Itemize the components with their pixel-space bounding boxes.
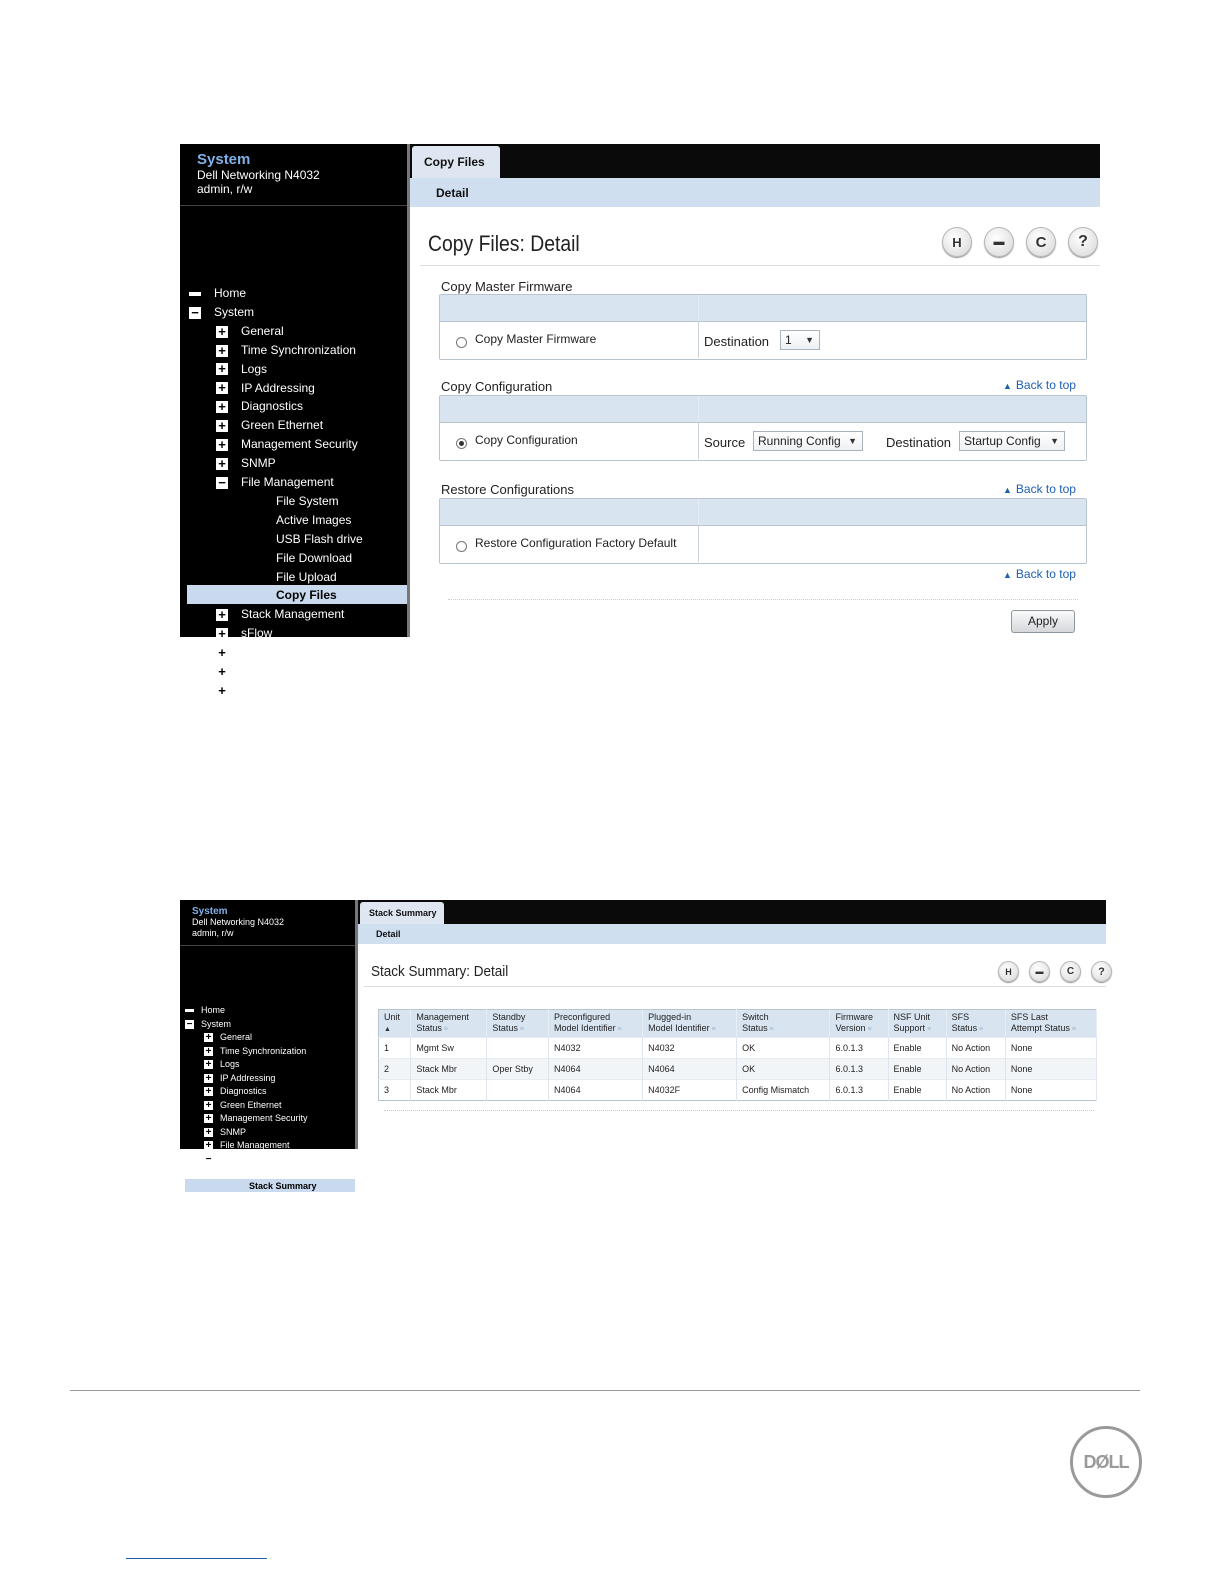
title-divider	[420, 265, 1100, 266]
dell-logo: DØLL	[1070, 1426, 1142, 1498]
sidebar-item-label: Management Security	[241, 437, 358, 452]
sidebar-item-sflow[interactable]	[216, 624, 272, 643]
toolbar	[942, 227, 1098, 257]
table-header-row	[379, 1010, 1097, 1038]
section-title-config: Copy Configuration	[441, 379, 553, 394]
sidebar-item-iscsi[interactable]	[216, 681, 272, 700]
config-destination-label: Destination	[886, 435, 952, 450]
main-panel	[410, 144, 1100, 637]
sidebar-item-label: Stack Summary	[249, 1180, 317, 1191]
plus-box-icon[interactable]: +	[205, 1140, 212, 1152]
table-cell	[487, 1080, 549, 1101]
sidebar-item-green-ethernet[interactable]	[216, 416, 323, 435]
sidebar-item-ip-addressing[interactable]	[204, 1072, 275, 1086]
copy-files-screenshot	[180, 144, 1100, 698]
table-cell: Mgmt Sw	[411, 1038, 487, 1059]
minus-box-icon[interactable]: −	[189, 307, 201, 319]
table-cell: Oper Stby	[487, 1059, 549, 1080]
sidebar-item-label: General	[241, 323, 284, 338]
page-title: Copy Files: Detail	[428, 231, 580, 256]
sidebar-item-label: Logs	[220, 1059, 240, 1069]
sidebar-item-file-download[interactable]	[243, 549, 352, 568]
restore-default-radio[interactable]	[456, 541, 467, 552]
sidebar-item-snmp[interactable]	[216, 454, 276, 473]
stack-summary-table	[378, 1009, 1097, 1101]
help-icon[interactable]: ?	[1068, 227, 1098, 257]
help-icon[interactable]: ?	[1091, 961, 1112, 982]
sidebar-item-label: Green Ethernet	[220, 1099, 282, 1110]
sidebar-item-label: Home	[214, 286, 247, 300]
sidebar-item-label: File Management	[241, 475, 334, 489]
sidebar-item-system[interactable]	[189, 303, 254, 322]
back-to-top-link-3[interactable]: ▲ Back to top	[1003, 567, 1076, 581]
sidebar-header	[180, 144, 407, 206]
plus-box-icon[interactable]: +	[216, 401, 228, 413]
sidebar-item-label: Time Synchronization	[220, 1045, 307, 1056]
plus-box-icon[interactable]: +	[205, 1086, 212, 1098]
plus-box-icon[interactable]: +	[216, 458, 228, 470]
sidebar-item-label: File Management	[220, 1140, 290, 1150]
sidebar-item-file-management[interactable]	[204, 1139, 290, 1153]
column-header-sfs-last[interactable]: SFS Last Attempt Status ≡	[1005, 1010, 1096, 1038]
column-header-nsf-unit[interactable]: NSF Unit Support ≡	[888, 1010, 946, 1038]
sort-icon: ≡	[925, 1026, 932, 1033]
footer-link-underline[interactable]	[126, 1558, 267, 1559]
table-row[interactable]	[379, 1038, 1097, 1059]
sidebar-item-usb-flash-drive[interactable]	[243, 530, 363, 549]
sidebar-item-label: Stack Management	[220, 1153, 298, 1164]
sidebar-item-label: sFlow	[241, 626, 273, 641]
table-cell: 6.0.1.3	[830, 1038, 888, 1059]
table-cell: 2	[379, 1059, 411, 1080]
plus-box-icon[interactable]: +	[216, 345, 228, 357]
table-cell: OK	[737, 1059, 830, 1080]
plus-box-icon[interactable]: +	[216, 439, 228, 451]
sidebar-item-general[interactable]	[204, 1031, 252, 1045]
sidebar-item-label: IP Addressing	[220, 1072, 276, 1083]
tab-stack-summary-label: Stack Summary	[369, 908, 437, 918]
table-cell: No Action	[946, 1059, 1005, 1080]
column-header-switch[interactable]: Switch Status ≡	[737, 1010, 830, 1038]
sidebar-item-label: Logs	[241, 361, 268, 376]
chevron-down-icon: ▼	[848, 436, 857, 446]
print-icon[interactable]: ▬	[1029, 961, 1050, 982]
sidebar-item-diagnostics[interactable]	[216, 397, 303, 416]
plus-box-icon[interactable]: +	[205, 1059, 212, 1071]
copy-configuration-panel	[439, 395, 1087, 461]
subtab-bar	[410, 178, 1100, 207]
plus-box-icon[interactable]: +	[216, 326, 228, 338]
sidebar-item-management-security[interactable]	[204, 1112, 308, 1126]
sidebar-item-label: Time Synchronization	[241, 342, 356, 357]
table-cell: Config Mismatch	[737, 1080, 830, 1101]
stack-summary-screenshot	[180, 900, 1106, 1191]
plus-box-icon[interactable]: +	[205, 1099, 212, 1111]
sidebar-item-logs[interactable]	[216, 360, 267, 379]
minus-box-icon[interactable]: −	[216, 477, 228, 489]
sidebar-item-system[interactable]	[185, 1018, 231, 1032]
source-label: Source	[704, 435, 746, 450]
toolbar	[998, 961, 1112, 982]
chevron-down-icon: ▼	[805, 335, 814, 345]
table-cell: No Action	[946, 1080, 1005, 1101]
tab-copy-files-label: Copy Files	[424, 155, 485, 169]
sidebar-title: System	[197, 151, 251, 168]
refresh-icon[interactable]: C	[1026, 227, 1056, 257]
main-panel	[358, 900, 1106, 1149]
sidebar-item-stack-management[interactable]	[216, 605, 344, 624]
sort-icon: ≡	[517, 1026, 524, 1033]
copy-configuration-radio[interactable]	[456, 438, 467, 449]
sidebar-item-label: Green Ethernet	[241, 418, 324, 433]
plus-box-icon[interactable]: +	[216, 628, 228, 640]
navigation-tree	[180, 206, 407, 698]
sidebar-item-unit-configuration[interactable]	[223, 1166, 321, 1180]
column-header-standby[interactable]: Standby Status ≡	[487, 1010, 549, 1038]
sidebar-item-label: General	[220, 1032, 253, 1042]
table-cell: Enable	[888, 1080, 946, 1101]
footer-divider	[448, 599, 1078, 600]
sidebar-item-label: Home	[201, 1005, 226, 1015]
sidebar-item-label: Email Alerts	[241, 645, 305, 660]
sidebar-item-management-security[interactable]	[216, 435, 358, 454]
navigation-tree	[180, 946, 355, 1191]
sidebar-item-file-upload[interactable]	[243, 568, 337, 587]
copy-configuration-label: Copy Configuration	[475, 433, 578, 447]
master-firmware-radio[interactable]	[456, 337, 467, 348]
sidebar-item-green-ethernet[interactable]	[204, 1099, 282, 1113]
table-cell: N4064	[549, 1059, 643, 1080]
sidebar-item-file-management[interactable]	[216, 473, 334, 492]
print-icon[interactable]: ▬	[984, 227, 1014, 257]
table-cell: No Action	[946, 1038, 1005, 1059]
column-header-unit[interactable]: Unit ▲	[379, 1010, 411, 1038]
sidebar-item-ip-addressing[interactable]	[216, 379, 315, 398]
plus-box-icon[interactable]: +	[216, 685, 228, 697]
table-cell: Stack Mbr	[411, 1080, 487, 1101]
restore-configuration-panel	[439, 498, 1087, 564]
sort-icon: ≡	[1069, 1026, 1076, 1033]
sidebar-item-label: SNMP	[220, 1126, 247, 1137]
minus-box-icon[interactable]: −	[186, 1018, 193, 1030]
sidebar-header	[180, 900, 355, 946]
sidebar-item-time-synchronization[interactable]	[216, 341, 356, 360]
triangle-up-icon: ▲	[1003, 485, 1012, 495]
table-cell: Enable	[888, 1059, 946, 1080]
sort-icon: ≡	[767, 1026, 774, 1033]
plus-box-icon[interactable]: +	[205, 1032, 212, 1044]
sidebar-item-time-synchronization[interactable]	[204, 1045, 306, 1059]
back-to-top-link-1[interactable]: ▲ Back to top	[1003, 378, 1076, 392]
sidebar-item-label: Management Security	[220, 1113, 308, 1123]
table-row[interactable]	[379, 1080, 1097, 1101]
sidebar-item-label: System	[201, 1018, 232, 1029]
sidebar-item-label: File Upload	[276, 569, 337, 584]
master-firmware-label: Copy Master Firmware	[475, 332, 597, 346]
sidebar-item-file-system[interactable]	[243, 492, 339, 511]
sidebar-item-label: Stack Management	[241, 607, 345, 622]
table-cell: 6.0.1.3	[830, 1059, 888, 1080]
table-cell: None	[1005, 1038, 1096, 1059]
tab-bar	[410, 144, 1100, 178]
sort-icon: ≡	[709, 1026, 716, 1033]
collapse-bar-icon[interactable]	[189, 292, 201, 296]
sidebar-item-label: iSCSI	[241, 682, 272, 697]
config-destination-select[interactable]: Startup Config ▼	[959, 431, 1065, 451]
sidebar-item-general[interactable]	[216, 322, 284, 341]
table-cell: OK	[737, 1038, 830, 1059]
column-header-plugged-in[interactable]: Plugged-in Model Identifier ≡	[643, 1010, 737, 1038]
table-cell: 3	[379, 1080, 411, 1101]
chevron-down-icon: ▼	[1050, 436, 1059, 446]
tab-copy-files[interactable]	[412, 146, 500, 178]
plus-box-icon[interactable]: +	[216, 647, 228, 659]
column-header-sfs[interactable]: SFS Status ≡	[946, 1010, 1005, 1038]
footer-divider	[384, 1110, 1094, 1111]
master-destination-label: Destination	[704, 334, 770, 349]
table-cell: None	[1005, 1059, 1096, 1080]
table-cell: Stack Mbr	[411, 1059, 487, 1080]
column-header-preconfigured[interactable]: Preconfigured Model Identifier ≡	[549, 1010, 643, 1038]
back-to-top-link-2[interactable]: ▲ Back to top	[1003, 482, 1076, 496]
sidebar-item-label: Active Images	[276, 512, 352, 527]
sidebar-item-label: File Download	[276, 550, 353, 565]
sort-icon: ≡	[977, 1026, 984, 1033]
table-cell: None	[1005, 1080, 1096, 1101]
table-cell: N4032	[643, 1038, 737, 1059]
plus-box-icon[interactable]: +	[216, 420, 228, 432]
subtab-detail[interactable]: Detail	[376, 929, 401, 939]
title-divider	[364, 986, 1106, 987]
sidebar-item-label: ISDP	[241, 664, 270, 678]
plus-box-icon[interactable]: +	[216, 609, 228, 621]
plus-box-icon[interactable]: +	[205, 1045, 212, 1057]
table-row[interactable]	[379, 1059, 1097, 1080]
sort-icon: ≡	[441, 1026, 448, 1033]
sidebar-item-copy-files[interactable]	[243, 586, 337, 605]
tab-bar	[358, 900, 1106, 924]
page-title: Stack Summary: Detail	[371, 963, 509, 980]
sidebar-item-label: File System	[276, 493, 339, 508]
triangle-up-icon: ▲	[1003, 570, 1012, 580]
save-icon[interactable]: H	[998, 961, 1019, 982]
tab-stack-summary[interactable]	[360, 902, 444, 924]
apply-button[interactable]: Apply	[1011, 610, 1075, 633]
master-destination-select[interactable]: 1 ▼	[780, 330, 820, 350]
plus-box-icon[interactable]: +	[216, 666, 228, 678]
sidebar-item-home[interactable]	[185, 1004, 225, 1018]
minus-box-icon[interactable]: −	[205, 1153, 212, 1165]
sidebar-item-label: Unit Configuration	[249, 1167, 322, 1177]
refresh-icon[interactable]: C	[1060, 961, 1081, 982]
device-name: Dell Networking N4032	[197, 168, 320, 182]
plus-box-icon[interactable]: +	[216, 382, 228, 394]
source-select[interactable]: Running Config ▼	[753, 431, 863, 451]
subtab-bar	[358, 924, 1106, 944]
sort-icon: ≡	[615, 1026, 622, 1033]
triangle-up-icon: ▲	[1003, 381, 1012, 391]
table-cell: 1	[379, 1038, 411, 1059]
master-firmware-panel	[439, 294, 1087, 360]
table-cell: N4064	[643, 1059, 737, 1080]
table-cell: N4064	[549, 1080, 643, 1101]
table-cell: N4032	[549, 1038, 643, 1059]
section-title-master: Copy Master Firmware	[441, 279, 573, 294]
navigation-sidebar	[180, 900, 358, 1191]
sidebar-item-label: Diagnostics	[241, 399, 304, 414]
sidebar-item-label: SNMP	[241, 456, 276, 471]
plus-box-icon[interactable]: +	[205, 1126, 212, 1138]
save-icon[interactable]: H	[942, 227, 972, 257]
collapse-bar-icon[interactable]	[185, 1009, 194, 1012]
sidebar-item-snmp[interactable]	[204, 1126, 246, 1140]
table-cell: Enable	[888, 1038, 946, 1059]
sidebar-item-home[interactable]	[189, 284, 246, 303]
sidebar-item-label: Copy Files	[276, 588, 337, 603]
plus-box-icon[interactable]: +	[205, 1113, 212, 1125]
sidebar-item-label: System	[214, 304, 255, 319]
user-role: admin, r/w	[192, 928, 234, 938]
plus-box-icon[interactable]: +	[216, 363, 228, 375]
table-cell	[487, 1038, 549, 1059]
sidebar-item-stack-summary[interactable]	[223, 1180, 317, 1194]
column-header-firmware[interactable]: Firmware Version ≡	[830, 1010, 888, 1038]
sidebar-item-stack-management[interactable]	[204, 1153, 298, 1167]
sort-ascending-icon: ▲	[384, 1026, 391, 1033]
column-header-management[interactable]: Management Status ≡	[411, 1010, 487, 1038]
plus-box-icon[interactable]: +	[205, 1072, 212, 1084]
sidebar-item-label: Diagnostics	[220, 1086, 267, 1096]
sidebar-item-email-alerts[interactable]	[216, 643, 304, 662]
sidebar-item-isdp[interactable]	[216, 662, 269, 681]
sidebar-item-label: IP Addressing	[241, 380, 315, 395]
sort-icon: ≡	[865, 1026, 872, 1033]
device-name: Dell Networking N4032	[192, 917, 285, 927]
table-cell: 6.0.1.3	[830, 1080, 888, 1101]
sidebar-item-logs[interactable]	[204, 1058, 240, 1072]
table-cell: N4032F	[643, 1080, 737, 1101]
section-title-restore: Restore Configurations	[441, 482, 574, 497]
sidebar-title: System	[192, 906, 228, 917]
restore-default-label: Restore Configuration Factory Default	[475, 536, 677, 550]
user-role: admin, r/w	[197, 182, 253, 196]
sidebar-item-diagnostics[interactable]	[204, 1085, 267, 1099]
navigation-sidebar	[180, 144, 410, 698]
page-footer-rule	[70, 1390, 1140, 1391]
sidebar-item-label: USB Flash drive	[276, 531, 363, 546]
sidebar-item-active-images[interactable]	[243, 511, 351, 530]
subtab-detail[interactable]: Detail	[436, 186, 469, 200]
